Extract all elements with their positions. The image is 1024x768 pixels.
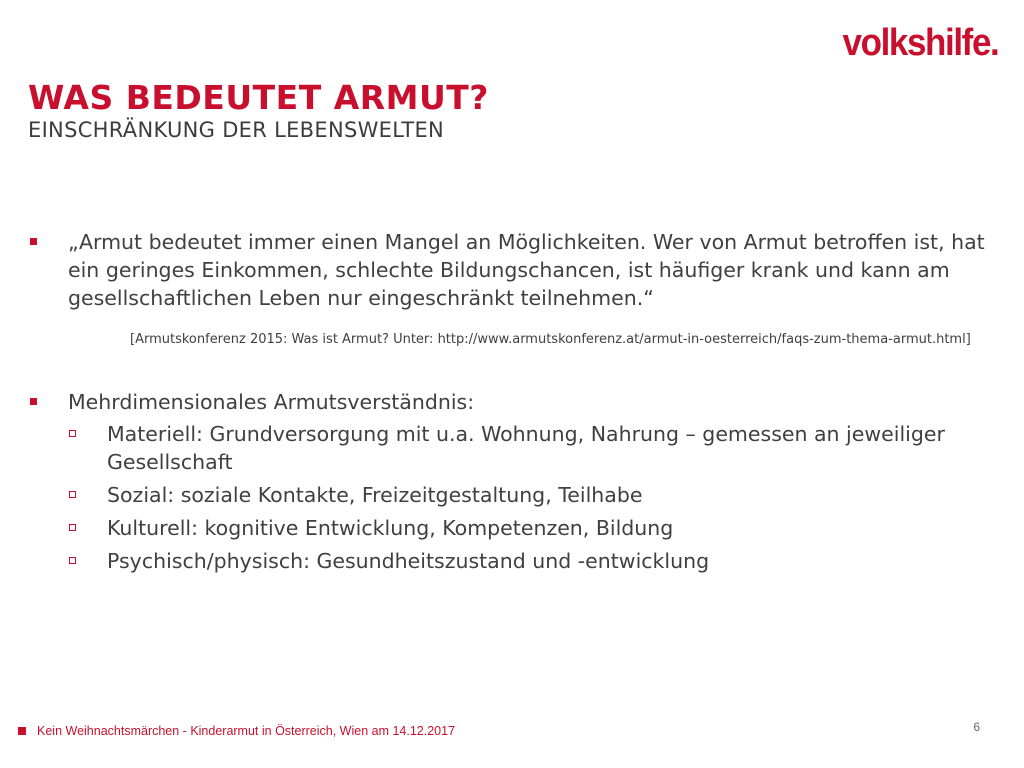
page-subtitle: EINSCHRÄNKUNG DER LEBENSWELTEN [28, 118, 445, 142]
brand-logo: volkshilfe. [842, 22, 998, 64]
footer [18, 724, 455, 738]
list-item [28, 420, 988, 476]
list-item [28, 514, 988, 542]
list-item-text: Sozial: soziale Kontakte, Freizeitgestaltung, Teilhabe [107, 483, 643, 507]
hollow-square-bullet-icon [69, 524, 76, 531]
page-number: 6 [973, 720, 980, 734]
square-bullet-icon [30, 238, 37, 245]
source-citation: [Armutskonferenz 2015: Was ist Armut? Unter: http://www.armutskonferenz.at/armut-in-oesterreich/faqs-zum-thema-armut.html] [130, 332, 971, 347]
dimensions-heading: Mehrdimensionales Armutsverständnis: [68, 390, 475, 414]
dimensions-list [28, 420, 988, 575]
list-item [28, 547, 988, 575]
hollow-square-bullet-icon [69, 491, 76, 498]
quote-text: „Armut bedeutet immer einen Mangel an Möglichkeiten. Wer von Armut betroffen ist, hat ein geringes Einkommen, schlechte Bildungschancen, ist häufiger krank und kann am gesellschaftlichen Leben nur eingeschränkt teilnehmen.“ [68, 230, 985, 310]
list-item [28, 481, 988, 509]
dimensions-heading-bullet [28, 388, 988, 416]
footer-text: Kein Weihnachtsmärchen - Kinderarmut in Österreich, Wien am 14.12.2017 [37, 724, 456, 738]
hollow-square-bullet-icon [69, 557, 76, 564]
quote-bullet [28, 228, 988, 312]
slide-content [28, 228, 988, 580]
hollow-square-bullet-icon [69, 430, 76, 437]
list-item-text: Kulturell: kognitive Entwicklung, Kompetenzen, Bildung [107, 516, 674, 540]
footer-square-icon [18, 727, 26, 735]
list-item-text: Materiell: Grundversorgung mit u.a. Wohnung, Nahrung – gemessen an jeweiliger Gesellschaft [107, 422, 945, 474]
list-item-text: Psychisch/physisch: Gesundheitszustand und -entwicklung [107, 549, 710, 573]
page-title: WAS BEDEUTET ARMUT? [28, 78, 489, 117]
square-bullet-icon [30, 398, 37, 405]
